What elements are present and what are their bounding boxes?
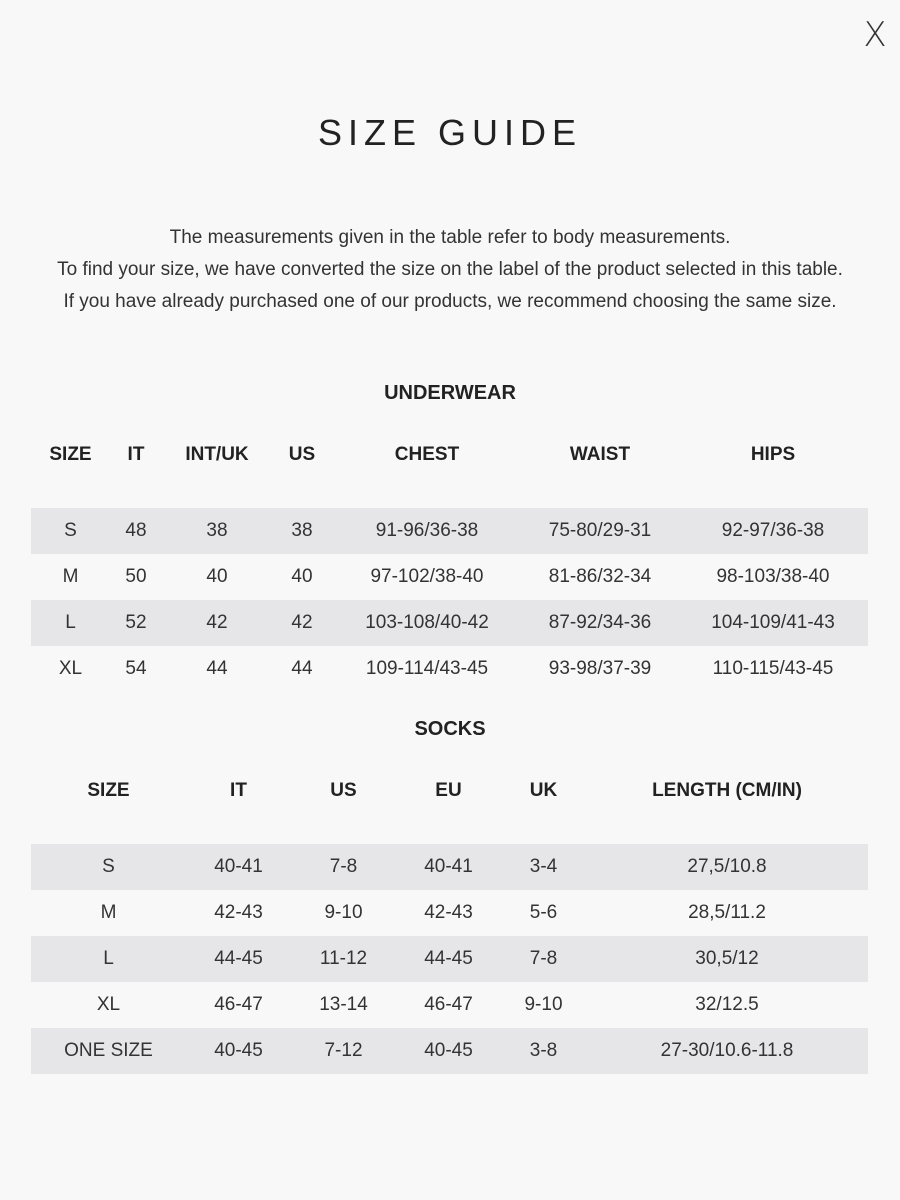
table-cell: XL	[31, 646, 110, 692]
column-header: CHEST	[394, 444, 460, 465]
table-cell: 13-14	[291, 982, 396, 1028]
table-cell: 103-108/40-42	[332, 600, 522, 646]
table-row	[31, 646, 868, 692]
table-cell: 52	[110, 600, 162, 646]
table-cell: 9-10	[501, 982, 586, 1028]
column-header: SIZE	[49, 444, 92, 465]
table-cell: 3-8	[501, 1028, 586, 1074]
table-cell: L	[31, 936, 186, 982]
column-header: HIPS	[750, 444, 796, 465]
table-cell: 11-12	[291, 936, 396, 982]
table-cell: 50	[110, 554, 162, 600]
table-cell: 7-8	[291, 844, 396, 890]
intro-line: If you have already purchased one of our products, we recommend choosing the same size.	[63, 291, 837, 312]
table-cell: 75-80/29-31	[522, 508, 678, 554]
table-cell: 110-115/43-45	[678, 646, 868, 692]
table-cell: 27,5/10.8	[586, 844, 868, 890]
column-header: IT	[127, 444, 145, 465]
table-cell: 40-41	[396, 844, 501, 890]
table-header-row	[31, 432, 868, 478]
table-cell: 40	[272, 554, 332, 600]
column-header: EU	[435, 780, 462, 801]
table-cell: 7-12	[291, 1028, 396, 1074]
table-cell: 9-10	[291, 890, 396, 936]
table-cell: S	[31, 508, 110, 554]
intro-line: To find your size, we have converted the size on the label of the product selected in this table.	[57, 259, 843, 280]
table-cell: S	[31, 844, 186, 890]
intro-line: The measurements given in the table refer to body measurements.	[169, 227, 731, 248]
column-header: INT/UK	[185, 444, 249, 465]
table-cell: 81-86/32-34	[522, 554, 678, 600]
table-cell: 38	[162, 508, 272, 554]
socks-section-title: SOCKS	[414, 718, 486, 740]
table-row	[31, 890, 868, 936]
table-cell: 42	[162, 600, 272, 646]
table-cell: 46-47	[186, 982, 291, 1028]
table-cell: 87-92/34-36	[522, 600, 678, 646]
intro-text	[0, 222, 900, 318]
socks-table-header	[31, 768, 868, 814]
column-header: US	[288, 444, 316, 465]
table-cell: 7-8	[501, 936, 586, 982]
column-header: LENGTH (CM/IN)	[652, 780, 802, 801]
table-cell: 32/12.5	[586, 982, 868, 1028]
table-cell: 40	[162, 554, 272, 600]
page-title: SIZE GUIDE	[317, 112, 583, 153]
table-cell: 27-30/10.6-11.8	[586, 1028, 868, 1074]
table-cell: 40-45	[186, 1028, 291, 1074]
table-row	[31, 600, 868, 646]
socks-size-table	[31, 768, 868, 1074]
table-cell: 98-103/38-40	[678, 554, 868, 600]
table-cell: 3-4	[501, 844, 586, 890]
underwear-size-table	[31, 432, 868, 692]
table-cell: 44	[162, 646, 272, 692]
table-cell: 5-6	[501, 890, 586, 936]
underwear-table-body	[31, 478, 868, 692]
table-cell: 92-97/36-38	[678, 508, 868, 554]
table-cell: 93-98/37-39	[522, 646, 678, 692]
table-cell: 109-114/43-45	[332, 646, 522, 692]
table-row	[31, 982, 868, 1028]
column-header: US	[330, 780, 357, 801]
table-cell: M	[31, 890, 186, 936]
table-cell: 54	[110, 646, 162, 692]
table-cell: 44-45	[396, 936, 501, 982]
table-cell: 46-47	[396, 982, 501, 1028]
table-row	[31, 508, 868, 554]
column-header: UK	[529, 780, 558, 801]
table-cell: 48	[110, 508, 162, 554]
table-cell: 30,5/12	[586, 936, 868, 982]
table-cell: 28,5/11.2	[586, 890, 868, 936]
table-cell: 40-45	[396, 1028, 501, 1074]
underwear-table-header	[31, 432, 868, 478]
table-row	[31, 554, 868, 600]
socks-table-body	[31, 814, 868, 1074]
table-cell: 91-96/36-38	[332, 508, 522, 554]
table-cell: 97-102/38-40	[332, 554, 522, 600]
table-cell: 42-43	[396, 890, 501, 936]
column-header: WAIST	[569, 444, 631, 465]
table-cell: 44	[272, 646, 332, 692]
column-header: SIZE	[87, 780, 130, 801]
table-header-row	[31, 768, 868, 814]
close-button[interactable]: X	[863, 15, 887, 55]
table-row	[31, 1028, 868, 1074]
table-cell: 42-43	[186, 890, 291, 936]
table-cell: ONE SIZE	[31, 1028, 186, 1074]
underwear-section-title: UNDERWEAR	[384, 382, 516, 404]
table-cell: 40-41	[186, 844, 291, 890]
table-cell: M	[31, 554, 110, 600]
table-row	[31, 844, 868, 890]
table-row	[31, 936, 868, 982]
table-cell: 38	[272, 508, 332, 554]
table-cell: L	[31, 600, 110, 646]
column-header: IT	[230, 780, 247, 801]
table-cell: 104-109/41-43	[678, 600, 868, 646]
table-cell: 44-45	[186, 936, 291, 982]
table-cell: 42	[272, 600, 332, 646]
table-cell: XL	[31, 982, 186, 1028]
